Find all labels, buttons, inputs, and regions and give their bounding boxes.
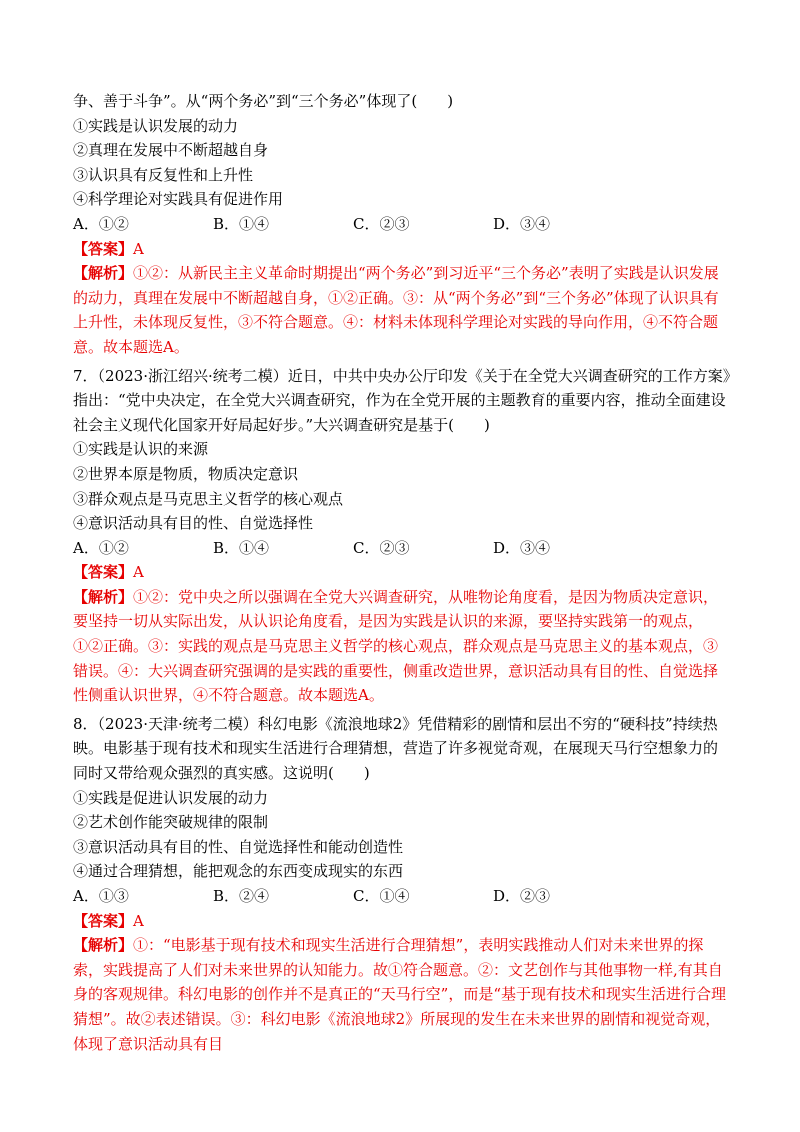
q6-analysis (73, 261, 731, 359)
q6-option-b: B．①④ (213, 214, 270, 233)
q8-item-1: ①实践是促进认识发展的动力 (73, 788, 269, 807)
q8-analysis (73, 933, 731, 1056)
q8-option-b: B．②④ (213, 887, 270, 905)
q8-item-3: ③意识活动具有目的性、自觉选择性和能动创造性 (73, 837, 404, 856)
q6-item-1: ①实践是认识发展的动力 (73, 116, 239, 135)
q8-item-2: ②艺术创作能突破规律的限制 (73, 813, 269, 832)
q8-answer-label: 【答案】 (73, 911, 134, 930)
q7-analysis-text: ①②：党中央之所以强调在全党大兴调查研究，从唯物论角度看，是因为物质决定意识，要坚持一切从实际出发，从认识论角度看，是因为实践是认识的来源，要坚持实践第一的观点，①②正确。③：实践的观点是马克思主义哲学的核心观点，群众观点是马克思主义的基本观点，③错误。④：大兴调查研究强调的是实践的重要性，侧重改造世界，意识活动具有目的性、自觉选择性侧重认识世界，④不符合题意。故本题选A。 (73, 587, 719, 705)
q8-options (73, 884, 731, 909)
q6-answer (73, 237, 731, 262)
q7-option-b: B．①④ (213, 538, 270, 557)
q7-item-1: ①实践是认识的来源 (73, 440, 209, 459)
q8-analysis-label: 【解析】 (73, 936, 134, 955)
q7-stem: 7．（2023·浙江绍兴·统考二模）近日，中共中央办公厅印发《关于在全党大兴调查研究的工作方案》指出：“党中央决定，在全党大兴调查研究，作为在全党开展的主题教育的重要内容，推动全面建设社会主义现代化国家开好局起好步。”大兴调查研究是基于( ) (73, 366, 731, 434)
q8-option-a: A．①③ (73, 887, 129, 905)
q8-analysis-text: ①：“电影基于现有技术和现实生活进行合理猜想”，表明实践推动人们对未来世界的探索，实践提高了人们对未来世界的认知能力。故①符合题意。②：文艺创作与其他事物一样,有其自身的客观规律。科幻电影的创作并不是真正的“天马行空”，而是“基于现有技术和现实生活进行合理猜想”。故②表述错误。③：科幻电影《流浪地球2》所展现的发生在未来世界的剧情和视觉奇观，体现了意识活动具有目 (73, 936, 727, 1053)
q7-item-4: ④意识活动具有目的性、自觉选择性 (73, 514, 314, 533)
q7-option-c: C．②③ (353, 538, 410, 557)
q6-answer-value: A (133, 239, 144, 258)
q7-options (73, 536, 731, 561)
q7-analysis-label: 【解析】 (73, 587, 134, 606)
q7-item-2: ②世界本原是物质，物质决定意识 (73, 464, 299, 483)
q8-option-c: C．①④ (353, 887, 410, 905)
q7-item-3: ③群众观点是马克思主义哲学的核心观点 (73, 489, 344, 508)
q6-item-3: ③认识具有反复性和上升性 (73, 165, 254, 184)
q6-answer-label: 【答案】 (73, 239, 134, 258)
q6-option-d: D．③④ (493, 214, 551, 233)
q7-option-a: A．①② (73, 538, 129, 557)
q6-item-4: ④科学理论对实践具有促进作用 (73, 190, 284, 209)
q6-analysis-text: ①②：从新民主主义革命时期提出“两个务必”到习近平“三个务必”表明了实践是认识发展的动力，真理在发展中不断超越自身，①②正确。③：从“两个务必”到“三个务必”体现了认识具有上升性，未体现反复性，③不符合题意。④：材料未体现科学理论对实践的导向作用，④不符合题意。故本题选A。 (73, 264, 719, 356)
q7-answer-label: 【答案】 (73, 563, 134, 582)
q6-stem-tail: 争、善于斗争”。从“两个务必”到“三个务必”体现了( ) (73, 92, 454, 110)
q7-answer (73, 560, 731, 585)
q8-item-4: ④通过合理猜想，能把观念的东西变成现实的东西 (73, 862, 404, 881)
q6-option-c: C．②③ (353, 214, 410, 233)
q7-answer-value: A (133, 563, 144, 582)
q8-option-d: D．②③ (493, 887, 551, 905)
q6-options (73, 212, 731, 237)
q8-answer-value: A (133, 911, 144, 930)
q6-item-2: ②真理在发展中不断超越自身 (73, 141, 269, 160)
q7-option-d: D．③④ (493, 538, 551, 557)
q6-analysis-label: 【解析】 (73, 264, 134, 283)
q7-analysis (73, 585, 731, 708)
q8-stem: 8．（2023·天津·统考二模）科幻电影《流浪地球2》凭借精彩的剧情和层出不穷的“硬科技”持续热映。电影基于现有技术和现实生活进行合理猜想，营造了许多视觉奇观，在展现天马行空想象力的同时又带给观众强烈的真实感。这说明( ) (73, 714, 719, 783)
q6-option-a: A．①② (73, 214, 129, 233)
page-content (73, 89, 731, 1056)
q8-answer (73, 909, 731, 934)
